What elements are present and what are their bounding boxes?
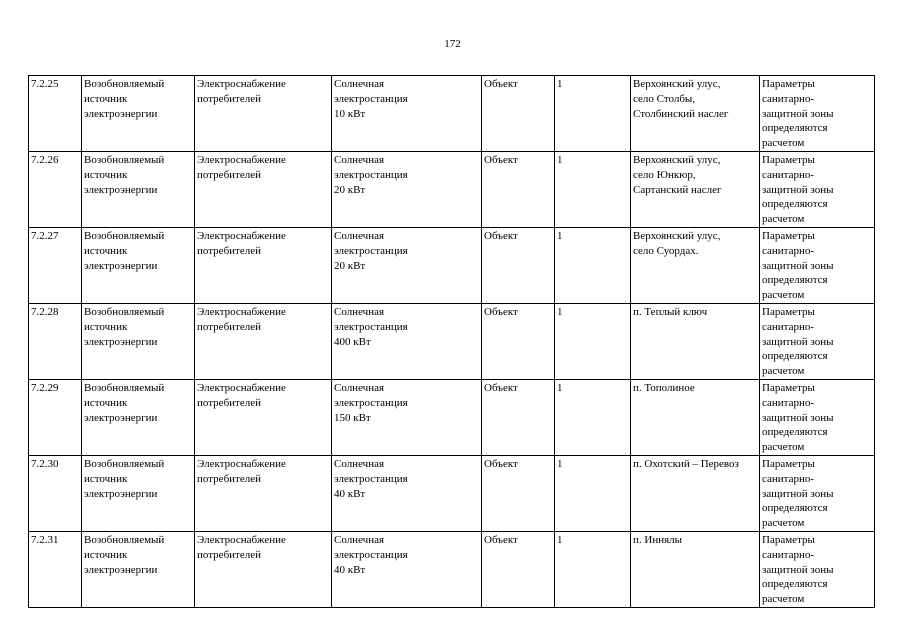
cell-object-type [82,151,195,227]
cell-location-line: п. Теплый ключ [633,305,708,318]
cell-sanitary-zone [760,379,875,455]
cell-number: 7.2.27 [29,227,82,303]
cell-purpose-line: Электроснабжение [197,305,286,318]
cell-object-type [82,455,195,531]
cell-object-name-line: Солнечная [334,533,385,546]
cell-object-type-line: электроэнергии [84,259,158,272]
cell-object-name-line: Солнечная [334,229,385,242]
cell-number: 7.2.25 [29,76,82,152]
cell-purpose-line: Электроснабжение [197,78,286,90]
table-row [29,227,875,303]
cell-object-name-line: 10 кВт [334,107,366,120]
cell-sanitary-zone-line: защитной зоны [762,335,834,348]
cell-location-line: Столбинский наслег [633,107,729,120]
cell-location [631,151,760,227]
cell-sanitary-zone [760,151,875,227]
cell-sanitary-zone-line: санитарно- [762,396,815,409]
cell-sanitary-zone-line: расчетом [762,593,805,606]
cell-sanitary-zone-line: Параметры [762,78,815,90]
cell-purpose-line: Электроснабжение [197,153,286,166]
cell-sanitary-zone-line: санитарно- [762,244,815,257]
cell-sanitary-zone-line: расчетом [762,517,805,530]
cell-object-type [82,379,195,455]
cell-sanitary-zone-line: определяются [762,350,828,363]
cell-object-type [82,76,195,152]
cell-location-line: Верхоянский улус, [633,153,721,166]
cell-object-type-line: Возобновляемый [84,229,165,242]
cell-sanitary-zone-line: защитной зоны [762,259,834,272]
cell-sanitary-zone-line: защитной зоны [762,487,834,500]
cell-object-name [332,455,482,531]
cell-object-name-line: электростанция [334,320,408,333]
cell-purpose-line: Электроснабжение [197,381,286,394]
cell-count: 1 [555,76,631,152]
cell-sanitary-zone-line: санитарно- [762,320,815,333]
cell-sanitary-zone-line: Параметры [762,457,815,470]
cell-object-name-line: электростанция [334,548,408,561]
cell-object-name-line: электростанция [334,244,408,257]
cell-object-name-line: 20 кВт [334,183,366,196]
cell-count: 1 [555,227,631,303]
cell-object-type-line: электроэнергии [84,487,158,500]
cell-sanitary-zone-line: санитарно- [762,472,815,485]
cell-count: 1 [555,531,631,607]
cell-purpose [195,303,332,379]
cell-purpose-line: потребителей [197,320,261,333]
cell-location-line: п. Тополиное [633,381,695,394]
cell-status: Объект [482,76,555,152]
cell-sanitary-zone [760,455,875,531]
cell-status: Объект [482,151,555,227]
cell-sanitary-zone [760,76,875,152]
page-number: 172 [444,38,461,50]
cell-object-name-line: 40 кВт [334,563,366,576]
cell-sanitary-zone-line: санитарно- [762,548,815,561]
cell-sanitary-zone-line: расчетом [762,441,805,454]
cell-object-type-line: электроэнергии [84,107,158,120]
cell-object-name-line: электростанция [334,472,408,485]
cell-location-line: село Суордах. [633,244,699,257]
cell-object-type-line: электроэнергии [84,563,158,576]
cell-sanitary-zone-line: определяются [762,122,828,135]
cell-object-name-line: электростанция [334,396,408,409]
cell-purpose [195,76,332,152]
cell-location [631,455,760,531]
cell-purpose-line: потребителей [197,244,261,257]
cell-object-type-line: Возобновляемый [84,153,165,166]
cell-object-name [332,227,482,303]
table-row [29,76,875,152]
cell-sanitary-zone-line: определяются [762,426,828,439]
cell-location [631,227,760,303]
cell-object-type [82,303,195,379]
table-row [29,151,875,227]
cell-number: 7.2.31 [29,531,82,607]
cell-sanitary-zone-line: Параметры [762,381,815,394]
cell-purpose-line: потребителей [197,168,261,181]
table-row [29,455,875,531]
cell-object-name [332,151,482,227]
cell-status: Объект [482,455,555,531]
cell-number: 7.2.30 [29,455,82,531]
table-row [29,379,875,455]
cell-object-type-line: электроэнергии [84,183,158,196]
cell-location-line: Верхоянский улус, [633,229,721,242]
cell-sanitary-zone [760,227,875,303]
cell-sanitary-zone-line: расчетом [762,137,805,150]
cell-object-type-line: источник [84,548,128,561]
cell-object-type-line: источник [84,320,128,333]
cell-sanitary-zone-line: Параметры [762,533,815,546]
cell-object-type-line: электроэнергии [84,411,158,424]
cell-purpose-line: потребителей [197,396,261,409]
cell-status: Объект [482,531,555,607]
cell-location-line: село Столбы, [633,92,696,105]
cell-number: 7.2.29 [29,379,82,455]
cell-object-name [332,531,482,607]
cell-object-type-line: Возобновляемый [84,78,165,90]
cell-object-type-line: Возобновляемый [84,533,165,546]
cell-sanitary-zone-line: Параметры [762,153,815,166]
cell-purpose-line: Электроснабжение [197,533,286,546]
cell-object-name-line: 40 кВт [334,487,366,500]
cell-number: 7.2.26 [29,151,82,227]
cell-object-type-line: источник [84,396,128,409]
cell-object-name-line: 400 кВт [334,335,371,348]
cell-object-type-line: источник [84,168,128,181]
cell-object-name-line: Солнечная [334,381,385,394]
cell-sanitary-zone-line: определяются [762,274,828,287]
cell-object-type-line: Возобновляемый [84,381,165,394]
cell-location-line: п. Иннялы [633,533,683,546]
cell-object-type-line: источник [84,472,128,485]
cell-object-name-line: 20 кВт [334,259,366,272]
cell-location-line: п. Охотский – Перевоз [633,457,739,470]
cell-purpose-line: потребителей [197,472,261,485]
cell-object-type-line: Возобновляемый [84,305,165,318]
cell-sanitary-zone-line: защитной зоны [762,107,834,120]
cell-location-line: село Юнкюр, [633,168,696,181]
cell-number: 7.2.28 [29,303,82,379]
cell-purpose [195,379,332,455]
cell-object-name [332,303,482,379]
table-row [29,531,875,607]
cell-location [631,379,760,455]
cell-location [631,531,760,607]
cell-object-name-line: Солнечная [334,78,385,90]
cell-status: Объект [482,379,555,455]
cell-object-name [332,379,482,455]
cell-location-line: Сартанский наслег [633,183,722,196]
cell-object-type-line: Возобновляемый [84,457,165,470]
cell-purpose [195,455,332,531]
cell-sanitary-zone-line: защитной зоны [762,183,834,196]
cell-sanitary-zone [760,531,875,607]
cell-object-name-line: электростанция [334,92,408,105]
objects-table [28,75,875,608]
cell-object-type [82,227,195,303]
cell-purpose-line: Электроснабжение [197,457,286,470]
cell-status: Объект [482,303,555,379]
cell-object-name-line: Солнечная [334,153,385,166]
cell-purpose-line: потребителей [197,92,261,105]
cell-count: 1 [555,455,631,531]
cell-sanitary-zone-line: определяются [762,198,828,211]
cell-sanitary-zone-line: санитарно- [762,92,815,105]
cell-sanitary-zone-line: защитной зоны [762,411,834,424]
cell-object-type-line: источник [84,92,128,105]
cell-count: 1 [555,151,631,227]
cell-location [631,76,760,152]
cell-object-name-line: 150 кВт [334,411,371,424]
cell-object-type [82,531,195,607]
cell-purpose [195,151,332,227]
cell-sanitary-zone-line: Параметры [762,229,815,242]
cell-sanitary-zone-line: защитной зоны [762,563,834,576]
cell-location [631,303,760,379]
cell-sanitary-zone [760,303,875,379]
cell-sanitary-zone-line: санитарно- [762,168,815,181]
cell-object-type-line: источник [84,244,128,257]
cell-sanitary-zone-line: определяются [762,502,828,515]
cell-count: 1 [555,303,631,379]
cell-sanitary-zone-line: определяются [762,578,828,591]
cell-object-type-line: электроэнергии [84,335,158,348]
cell-object-name [332,76,482,152]
cell-sanitary-zone-line: расчетом [762,213,805,226]
cell-sanitary-zone-line: расчетом [762,365,805,378]
table-row [29,303,875,379]
cell-location-line: Верхоянский улус, [633,78,721,90]
cell-sanitary-zone-line: Параметры [762,305,815,318]
cell-purpose-line: Электроснабжение [197,229,286,242]
cell-count: 1 [555,379,631,455]
cell-purpose [195,227,332,303]
cell-purpose [195,531,332,607]
cell-purpose-line: потребителей [197,548,261,561]
cell-object-name-line: электростанция [334,168,408,181]
cell-sanitary-zone-line: расчетом [762,289,805,302]
cell-object-name-line: Солнечная [334,457,385,470]
cell-status: Объект [482,227,555,303]
cell-object-name-line: Солнечная [334,305,385,318]
